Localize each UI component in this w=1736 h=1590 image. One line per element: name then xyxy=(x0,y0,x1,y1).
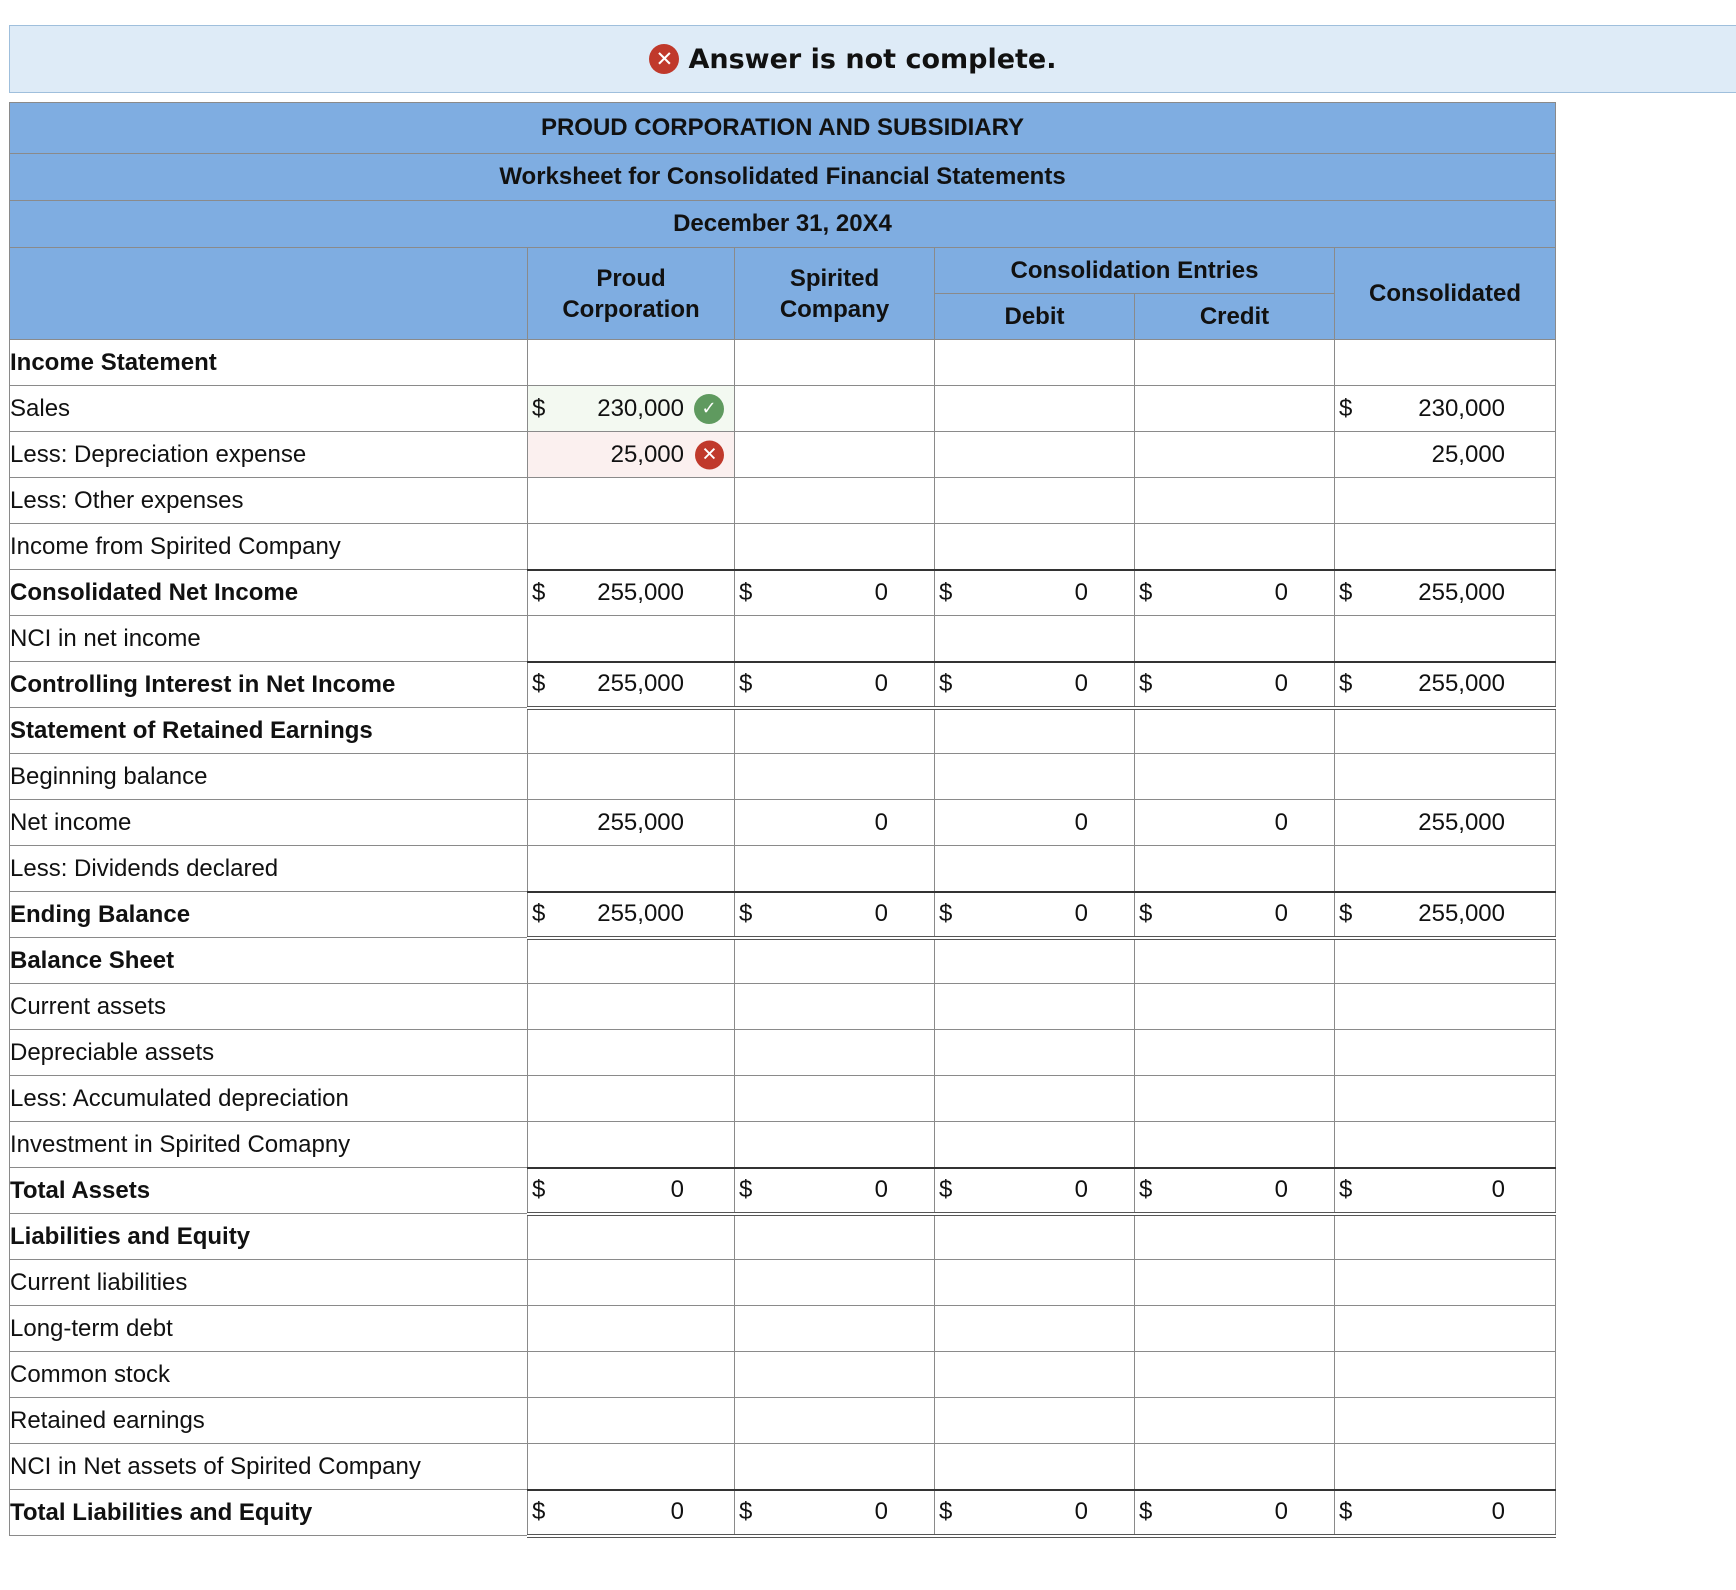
spirited-cell[interactable] xyxy=(735,616,935,662)
row-label: Net income xyxy=(10,800,528,846)
proud-cell[interactable] xyxy=(528,1076,735,1122)
credit-cell xyxy=(1135,570,1335,616)
row-label: NCI in Net assets of Spirited Company xyxy=(10,1444,528,1490)
row-label: Retained earnings xyxy=(10,1398,528,1444)
spirited-column-header: Spirited Company xyxy=(735,248,935,340)
currency-symbol: $ xyxy=(1139,1176,1153,1203)
debit-value: 0 xyxy=(1074,578,1088,606)
spirited-cell[interactable] xyxy=(735,1398,935,1444)
currency-symbol: $ xyxy=(1139,1498,1153,1525)
credit-cell[interactable] xyxy=(1135,1444,1335,1490)
currency-symbol: $ xyxy=(532,1176,546,1203)
credit-cell[interactable] xyxy=(1135,1122,1335,1168)
debit-cell xyxy=(935,1490,1135,1536)
proud-cell[interactable] xyxy=(528,524,735,570)
currency-symbol: $ xyxy=(739,900,753,927)
table-row xyxy=(10,1306,1556,1352)
consolidated-cell xyxy=(1335,938,1556,984)
consolidated-cell xyxy=(1335,892,1556,938)
spirited-cell xyxy=(735,1490,935,1536)
row-label: Income Statement xyxy=(10,340,528,386)
row-label: Income from Spirited Company xyxy=(10,524,528,570)
x-circle-icon: ✕ xyxy=(649,44,679,74)
currency-symbol: $ xyxy=(1339,394,1353,422)
table-row xyxy=(10,1260,1556,1306)
proud-cell[interactable] xyxy=(528,1030,735,1076)
debit-cell[interactable] xyxy=(935,1444,1135,1490)
check-circle-icon: ✓ xyxy=(694,394,724,424)
proud-value: 0 xyxy=(670,1176,684,1203)
table-row xyxy=(10,708,1556,754)
proud-value: 255,000 xyxy=(597,808,684,836)
credit-cell[interactable] xyxy=(1135,432,1335,478)
currency-symbol: $ xyxy=(1139,900,1153,927)
debit-column-header: Debit xyxy=(935,294,1135,340)
table-row xyxy=(10,524,1556,570)
table-row xyxy=(10,1490,1556,1536)
debit-cell[interactable] xyxy=(935,1260,1135,1306)
credit-cell[interactable] xyxy=(1135,1076,1335,1122)
table-row xyxy=(10,432,1556,478)
consolidated-cell xyxy=(1335,524,1556,570)
proud-cell[interactable] xyxy=(528,1214,735,1260)
proud-cell[interactable] xyxy=(528,984,735,1030)
currency-symbol: $ xyxy=(939,670,953,697)
row-label: Total Liabilities and Equity xyxy=(10,1490,528,1536)
label-column-header xyxy=(10,248,528,340)
spirited-cell[interactable] xyxy=(735,938,935,984)
spirited-value: 0 xyxy=(874,900,888,927)
consolidated-value: 230,000 xyxy=(1418,394,1506,422)
credit-value: 0 xyxy=(1274,808,1288,836)
debit-cell[interactable] xyxy=(935,478,1135,524)
row-label: Beginning balance xyxy=(10,754,528,800)
consolidated-cell xyxy=(1335,478,1556,524)
currency-symbol: $ xyxy=(1339,578,1353,606)
spirited-cell xyxy=(735,1168,935,1214)
debit-cell[interactable] xyxy=(935,754,1135,800)
consolidation-worksheet xyxy=(9,102,1556,1538)
consolidated-cell xyxy=(1335,662,1556,708)
row-label: Investment in Spirited Comapny xyxy=(10,1122,528,1168)
row-label: Less: Accumulated depreciation xyxy=(10,1076,528,1122)
table-row xyxy=(10,1168,1556,1214)
proud-cell[interactable] xyxy=(528,708,735,754)
proud-value: 255,000 xyxy=(597,670,684,697)
consolidated-value: 255,000 xyxy=(1418,578,1506,606)
spirited-cell[interactable] xyxy=(735,432,935,478)
spirited-cell[interactable] xyxy=(735,754,935,800)
spirited-cell xyxy=(735,892,935,938)
credit-cell[interactable] xyxy=(1135,846,1335,892)
proud-value: 230,000 xyxy=(597,394,684,422)
consolidated-cell xyxy=(1335,1260,1556,1306)
proud-cell[interactable] xyxy=(528,754,735,800)
currency-symbol: $ xyxy=(1339,1498,1353,1525)
credit-cell[interactable] xyxy=(1135,386,1335,432)
consolidated-value: 0 xyxy=(1491,1498,1506,1525)
table-row xyxy=(10,616,1556,662)
debit-value: 0 xyxy=(1074,1498,1088,1525)
credit-value: 0 xyxy=(1274,900,1288,927)
credit-cell[interactable] xyxy=(1135,1352,1335,1398)
debit-cell[interactable] xyxy=(935,1030,1135,1076)
spirited-cell[interactable] xyxy=(735,340,935,386)
table-row xyxy=(10,1076,1556,1122)
debit-cell[interactable] xyxy=(935,846,1135,892)
consolidation-entries-header: Consolidation Entries xyxy=(935,248,1335,294)
spirited-cell xyxy=(735,570,935,616)
debit-cell xyxy=(935,1168,1135,1214)
spirited-value: 0 xyxy=(874,578,888,606)
consolidated-cell xyxy=(1335,754,1556,800)
consolidated-cell xyxy=(1335,1214,1556,1260)
spirited-cell[interactable] xyxy=(735,1030,935,1076)
proud-cell[interactable] xyxy=(528,478,735,524)
credit-cell[interactable] xyxy=(1135,1030,1335,1076)
spirited-cell[interactable] xyxy=(735,524,935,570)
row-label: Less: Dividends declared xyxy=(10,846,528,892)
currency-symbol: $ xyxy=(532,1498,546,1525)
debit-cell xyxy=(935,570,1135,616)
row-label: Depreciable assets xyxy=(10,1030,528,1076)
proud-cell xyxy=(528,662,735,708)
row-label: Statement of Retained Earnings xyxy=(10,708,528,754)
debit-value: 0 xyxy=(1074,808,1088,836)
spirited-cell[interactable] xyxy=(735,1306,935,1352)
credit-cell[interactable] xyxy=(1135,340,1335,386)
consolidated-cell xyxy=(1335,432,1556,478)
currency-symbol: $ xyxy=(1139,578,1153,606)
table-row xyxy=(10,1214,1556,1260)
credit-cell[interactable] xyxy=(1135,938,1335,984)
consolidated-cell xyxy=(1335,386,1556,432)
table-row xyxy=(10,892,1556,938)
spirited-cell[interactable] xyxy=(735,708,935,754)
credit-cell xyxy=(1135,892,1335,938)
credit-value: 0 xyxy=(1274,1176,1288,1203)
proud-cell[interactable] xyxy=(528,1306,735,1352)
consolidated-cell xyxy=(1335,616,1556,662)
table-row xyxy=(10,984,1556,1030)
spirited-value: 0 xyxy=(874,808,888,836)
worksheet-title-name: Worksheet for Consolidated Financial Statements xyxy=(10,154,1556,201)
row-label: Consolidated Net Income xyxy=(10,570,528,616)
debit-cell[interactable] xyxy=(935,432,1135,478)
row-label: Less: Depreciation expense xyxy=(10,432,528,478)
spirited-cell xyxy=(735,662,935,708)
spirited-value: 0 xyxy=(874,1176,888,1203)
table-row xyxy=(10,846,1556,892)
spirited-cell[interactable] xyxy=(735,386,935,432)
currency-symbol: $ xyxy=(532,578,546,606)
consolidated-value: 255,000 xyxy=(1418,900,1506,927)
debit-cell[interactable] xyxy=(935,984,1135,1030)
table-row xyxy=(10,1122,1556,1168)
table-row xyxy=(10,800,1556,846)
currency-symbol: $ xyxy=(939,900,953,927)
spirited-cell[interactable] xyxy=(735,1444,935,1490)
debit-value: 0 xyxy=(1074,900,1088,927)
credit-cell[interactable] xyxy=(1135,616,1335,662)
consolidated-cell xyxy=(1335,1490,1556,1536)
consolidated-cell xyxy=(1335,708,1556,754)
credit-cell xyxy=(1135,1168,1335,1214)
row-label: Current assets xyxy=(10,984,528,1030)
currency-symbol: $ xyxy=(739,1176,753,1203)
proud-cell[interactable] xyxy=(528,1122,735,1168)
proud-cell[interactable] xyxy=(528,1260,735,1306)
consolidated-cell xyxy=(1335,1076,1556,1122)
spirited-value: 0 xyxy=(874,670,888,697)
currency-symbol: $ xyxy=(939,1498,953,1525)
proud-cell[interactable] xyxy=(528,340,735,386)
consolidated-cell xyxy=(1335,846,1556,892)
spirited-cell[interactable] xyxy=(735,846,935,892)
debit-cell[interactable] xyxy=(935,1214,1135,1260)
credit-cell[interactable] xyxy=(1135,478,1335,524)
credit-column-header: Credit xyxy=(1135,294,1335,340)
credit-cell[interactable] xyxy=(1135,1214,1335,1260)
debit-value: 0 xyxy=(1074,1176,1088,1203)
debit-value: 0 xyxy=(1074,670,1088,697)
proud-cell[interactable] xyxy=(528,938,735,984)
proud-cell[interactable] xyxy=(528,1398,735,1444)
currency-symbol: $ xyxy=(1139,670,1153,697)
table-row xyxy=(10,1030,1556,1076)
spirited-value: 0 xyxy=(874,1498,888,1525)
consolidated-column-header: Consolidated xyxy=(1335,248,1556,340)
row-label: Long-term debt xyxy=(10,1306,528,1352)
consolidated-value: 0 xyxy=(1491,1176,1506,1203)
credit-cell[interactable] xyxy=(1135,708,1335,754)
spirited-cell[interactable] xyxy=(735,478,935,524)
currency-symbol: $ xyxy=(532,900,546,927)
debit-cell[interactable] xyxy=(935,1076,1135,1122)
consolidated-cell xyxy=(1335,1306,1556,1352)
debit-cell[interactable] xyxy=(935,938,1135,984)
consolidated-cell xyxy=(1335,1168,1556,1214)
proud-cell xyxy=(528,570,735,616)
credit-cell[interactable] xyxy=(1135,754,1335,800)
credit-cell[interactable] xyxy=(1135,1306,1335,1352)
currency-symbol: $ xyxy=(532,394,546,422)
proud-cell[interactable] xyxy=(528,432,735,478)
row-label: Balance Sheet xyxy=(10,938,528,984)
debit-cell[interactable] xyxy=(935,386,1135,432)
credit-cell[interactable] xyxy=(1135,1260,1335,1306)
proud-cell xyxy=(528,892,735,938)
proud-cell[interactable] xyxy=(528,846,735,892)
consolidated-cell xyxy=(1335,1122,1556,1168)
consolidated-value: 255,000 xyxy=(1418,808,1506,836)
consolidated-cell xyxy=(1335,984,1556,1030)
credit-cell[interactable] xyxy=(1135,1398,1335,1444)
row-label: Sales xyxy=(10,386,528,432)
currency-symbol: $ xyxy=(1339,1176,1353,1203)
consolidated-cell xyxy=(1335,1444,1556,1490)
credit-value: 0 xyxy=(1274,1498,1288,1525)
credit-cell xyxy=(1135,800,1335,846)
proud-value: 255,000 xyxy=(597,578,684,606)
currency-symbol: $ xyxy=(739,1498,753,1525)
consolidated-cell xyxy=(1335,1030,1556,1076)
currency-symbol: $ xyxy=(1339,900,1353,927)
debit-cell[interactable] xyxy=(935,616,1135,662)
credit-cell xyxy=(1135,1490,1335,1536)
proud-cell[interactable] xyxy=(528,386,735,432)
worksheet-title-company: PROUD CORPORATION AND SUBSIDIARY xyxy=(10,103,1556,154)
credit-cell[interactable] xyxy=(1135,984,1335,1030)
proud-value: 0 xyxy=(670,1498,684,1525)
table-row xyxy=(10,1352,1556,1398)
spirited-cell[interactable] xyxy=(735,1260,935,1306)
row-label: Ending Balance xyxy=(10,892,528,938)
row-label: Common stock xyxy=(10,1352,528,1398)
credit-cell xyxy=(1135,662,1335,708)
proud-cell xyxy=(528,800,735,846)
row-label: Current liabilities xyxy=(10,1260,528,1306)
table-row xyxy=(10,1444,1556,1490)
spirited-cell[interactable] xyxy=(735,1214,935,1260)
consolidated-cell xyxy=(1335,800,1556,846)
proud-cell[interactable] xyxy=(528,616,735,662)
currency-symbol: $ xyxy=(939,578,953,606)
proud-value: 255,000 xyxy=(597,900,684,927)
consolidated-value: 255,000 xyxy=(1418,670,1506,697)
currency-symbol: $ xyxy=(532,670,546,697)
table-row xyxy=(10,938,1556,984)
credit-cell[interactable] xyxy=(1135,524,1335,570)
row-label: Total Assets xyxy=(10,1168,528,1214)
table-row xyxy=(10,478,1556,524)
proud-cell[interactable] xyxy=(528,1352,735,1398)
consolidated-cell xyxy=(1335,570,1556,616)
credit-value: 0 xyxy=(1274,670,1288,697)
proud-cell xyxy=(528,1168,735,1214)
row-label: Controlling Interest in Net Income xyxy=(10,662,528,708)
debit-cell[interactable] xyxy=(935,1122,1135,1168)
debit-cell[interactable] xyxy=(935,340,1135,386)
row-label: NCI in net income xyxy=(10,616,528,662)
proud-cell[interactable] xyxy=(528,1444,735,1490)
debit-cell xyxy=(935,892,1135,938)
debit-cell[interactable] xyxy=(935,524,1135,570)
currency-symbol: $ xyxy=(739,670,753,697)
currency-symbol: $ xyxy=(1339,670,1353,697)
debit-cell xyxy=(935,800,1135,846)
consolidated-cell xyxy=(1335,1352,1556,1398)
table-row xyxy=(10,662,1556,708)
debit-cell xyxy=(935,662,1135,708)
worksheet-title-date: December 31, 20X4 xyxy=(10,201,1556,248)
consolidated-value: 25,000 xyxy=(1431,440,1506,468)
debit-cell[interactable] xyxy=(935,1398,1135,1444)
table-row xyxy=(10,386,1556,432)
proud-value: 25,000 xyxy=(610,440,684,468)
debit-cell[interactable] xyxy=(935,708,1135,754)
spirited-cell[interactable] xyxy=(735,984,935,1030)
row-label: Liabilities and Equity xyxy=(10,1214,528,1260)
table-row xyxy=(10,754,1556,800)
consolidated-cell xyxy=(1335,340,1556,386)
table-row xyxy=(10,1398,1556,1444)
currency-symbol: $ xyxy=(739,578,753,606)
consolidated-cell xyxy=(1335,1398,1556,1444)
spirited-cell[interactable] xyxy=(735,1076,935,1122)
debit-cell[interactable] xyxy=(935,1352,1135,1398)
proud-cell xyxy=(528,1490,735,1536)
proud-column-header: Proud Corporation xyxy=(528,248,735,340)
credit-value: 0 xyxy=(1274,578,1288,606)
spirited-cell xyxy=(735,800,935,846)
x-circle-icon: ✕ xyxy=(695,440,724,469)
debit-cell[interactable] xyxy=(935,1306,1135,1352)
spirited-cell[interactable] xyxy=(735,1122,935,1168)
answer-status-text: Answer is not complete. xyxy=(688,43,1057,75)
row-label: Less: Other expenses xyxy=(10,478,528,524)
currency-symbol: $ xyxy=(939,1176,953,1203)
table-row xyxy=(10,570,1556,616)
answer-status-banner xyxy=(9,25,1736,93)
spirited-cell[interactable] xyxy=(735,1352,935,1398)
table-row xyxy=(10,340,1556,386)
